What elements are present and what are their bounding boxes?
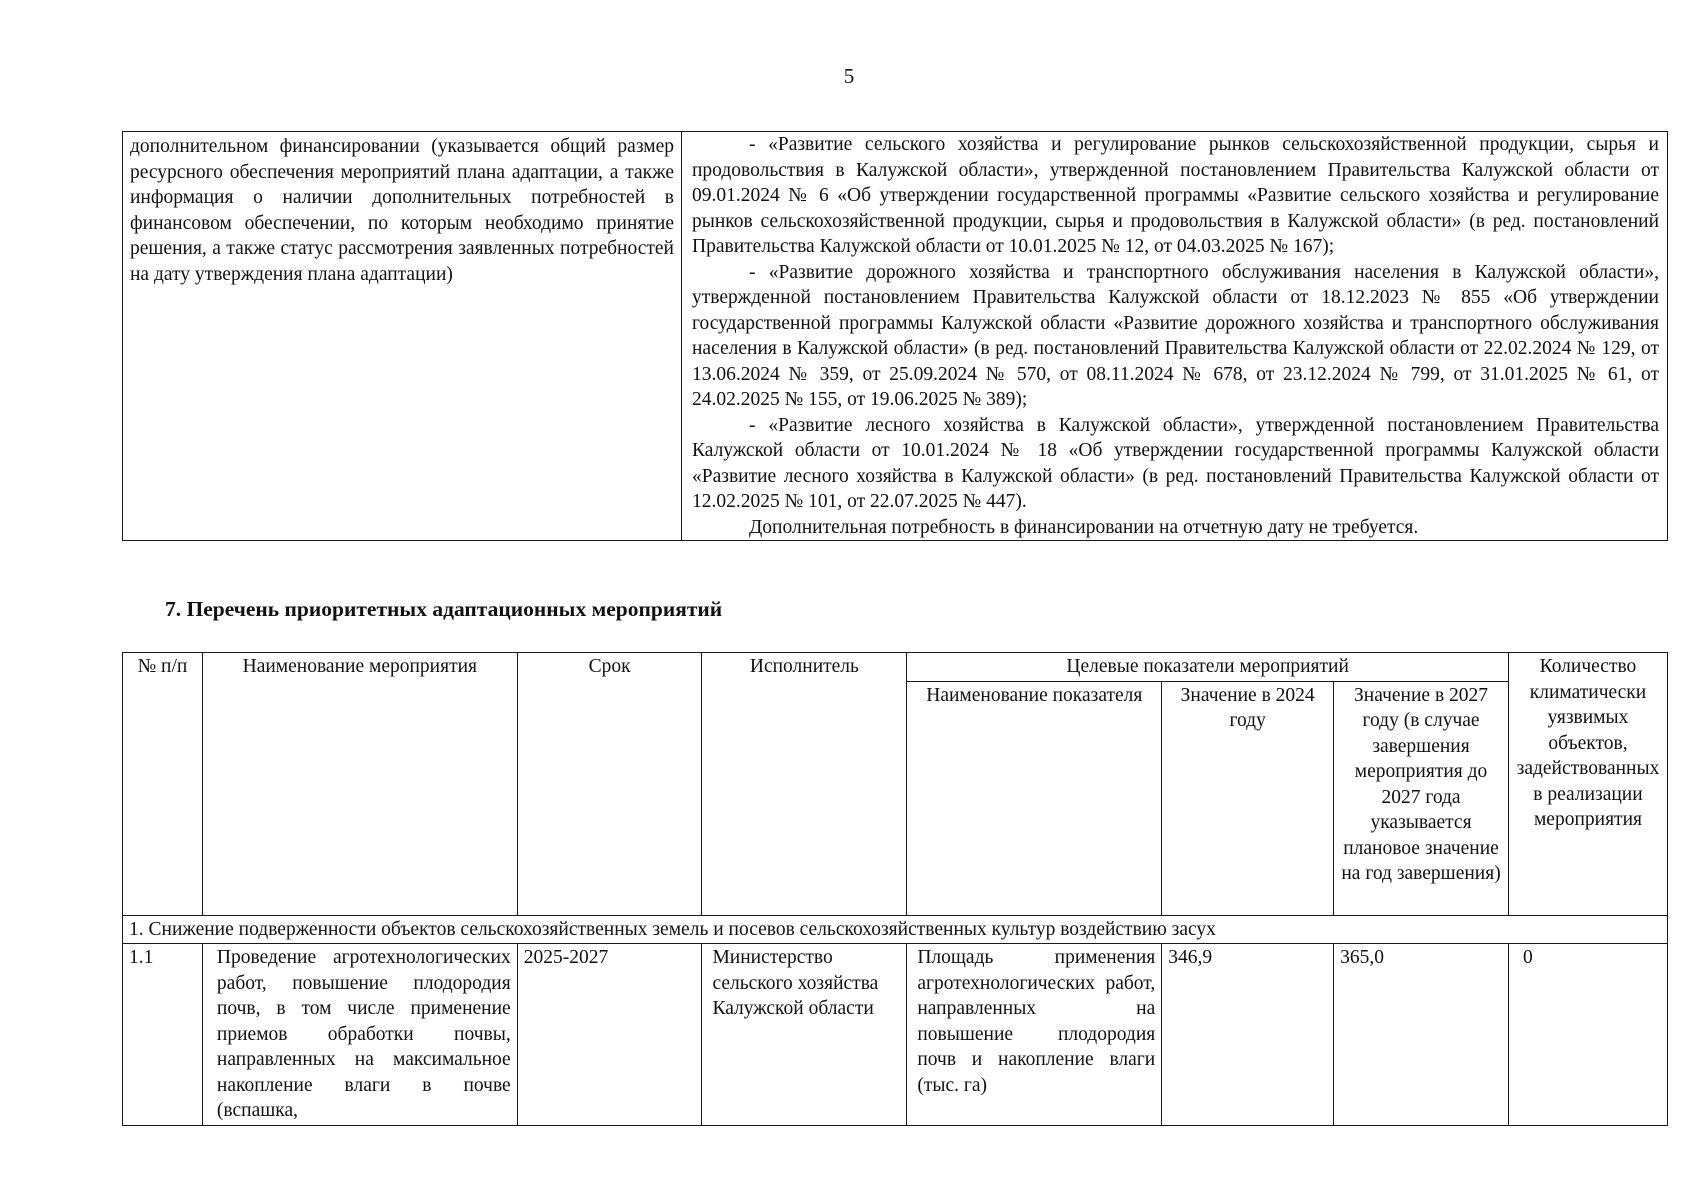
- row-measure-name: Проведение агротехнологических работ, повышение плодородия почв, в том числе применение приемов обработки почвы, направленных на максимальное накопление влаги в почве (вспашка,: [202, 944, 517, 1126]
- program-paragraph-agriculture: - «Развитие сельского хозяйства и регулирование рынков сельскохозяйственной продукции, сырья и продовольствия в Калужской области», утвержденной постановлением Правительства Калужской области от 09.01.2024 № 6 «Об утверждении государственной программы «Развитие сельского хозяйства и регулирование рынков сельскохозяйственной продукции, сырья и продовольствия в Калужской области» (в ред. постановлений Правительства Калужской области от 10.01.2025 № 12, от 04.03.2025 № 167);: [692, 134, 1659, 257]
- row-indicator: Площадь применения агротехнологических работ, направленных на повышение плодородия почв и накопление влаги (тыс. га): [907, 944, 1162, 1126]
- header-executor: Исполнитель: [702, 653, 907, 916]
- section-1-title: 1. Снижение подверженности объектов сельскохозяйственных земель и посевов сельскохозяйственных культур воздействию засух: [123, 915, 1668, 944]
- row-num: 1.1: [123, 944, 203, 1126]
- header-num: № п/п: [123, 653, 203, 916]
- header-value-2027: Значение в 2027 году (в случае завершения мероприятия до 2027 года указывается плановое значение на год завершения): [1334, 681, 1509, 915]
- table-row: [123, 944, 1668, 1126]
- program-paragraph-roads: - «Развитие дорожного хозяйства и транспортного обслуживания населения в Калужской области», утвержденной постановлением Правительства Калужской области от 18.12.2023 № 855 «Об утверждении государственной программы Калужской области «Развитие дорожного хозяйства и транспортного обслуживания населения в Калужской области» (в ред. постановлений Правительства Калужской области от 22.02.2024 № 129, от 13.06.2024 № 359, от 25.09.2024 № 570, от 08.11.2024 № 678, от 23.12.2024 № 799, от 31.01.2025 № 61, от 24.02.2025 № 155, от 19.06.2025 № 389);: [692, 261, 1659, 410]
- measures-table: [122, 652, 1668, 1126]
- section-title: 7. Перечень приоритетных адаптационных мероприятий: [165, 597, 723, 621]
- header-targets-group: Целевые показатели мероприятий: [907, 653, 1509, 682]
- section-row-1: [123, 915, 1668, 944]
- row-executor: Министерство сельского хозяйства Калужской области: [702, 944, 907, 1126]
- funding-programs-cell: [682, 132, 1668, 541]
- header-row-1: [123, 653, 1668, 682]
- funding-row: [123, 132, 1668, 541]
- row-value-2024: 346,9: [1162, 944, 1334, 1126]
- header-objects-count: Количество климатически уязвимых объектов, задействованных в реализации мероприятия: [1508, 653, 1667, 916]
- page-number: 5: [843, 64, 855, 88]
- row-objects-count: 0: [1508, 944, 1667, 1126]
- row-term: 2025-2027: [517, 944, 702, 1126]
- funding-description-cell: дополнительном финансировании (указывается общий размер ресурсного обеспечения мероприятий плана адаптации, а также информация о наличии дополнительных потребностей в финансовом обеспечении, по которым необходимо принятие решения, а также статус рассмотрения заявленных потребностей на дату утверждения плана адаптации): [123, 132, 682, 541]
- header-term: Срок: [517, 653, 702, 916]
- header-indicator-name: Наименование показателя: [907, 681, 1162, 915]
- header-name: Наименование мероприятия: [202, 653, 517, 916]
- row-value-2027: 365,0: [1334, 944, 1509, 1126]
- funding-table: [122, 131, 1668, 541]
- program-paragraph-forestry: - «Развитие лесного хозяйства в Калужской области», утвержденной постановлением Правительства Калужской области от 10.01.2024 № 18 «Об утверждении государственной программы Калужской области «Развитие лесного хозяйства в Калужской области» (в ред. постановлений Правительства Калужской области от 12.02.2025 № 101, от 22.07.2025 № 447).: [692, 414, 1659, 512]
- header-value-2024: Значение в 2024 году: [1162, 681, 1334, 915]
- funding-need-note: Дополнительная потребность в финансировании на отчетную дату не требуется.: [749, 516, 1419, 538]
